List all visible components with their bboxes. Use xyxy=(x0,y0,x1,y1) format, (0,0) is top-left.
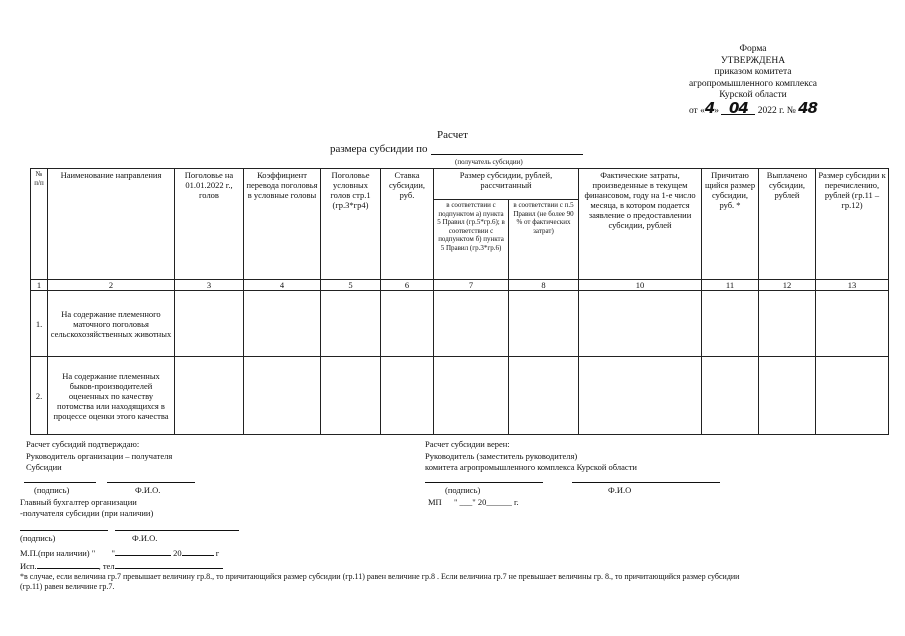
sign-caption: (подпись) xyxy=(445,485,481,495)
phone-label: , тел xyxy=(98,561,115,571)
region-label: Курской области xyxy=(719,90,787,100)
cell xyxy=(509,357,579,435)
row-number: 1. xyxy=(31,291,48,357)
cell xyxy=(702,357,759,435)
header-c7: в соответствии с подпунктом а) пункта 5 Правил (гр.5*гр.6); в соответствии с подпунктом б) пункта 5 Правил (гр.3*гр.6) xyxy=(434,200,509,280)
header-c1: № п/п xyxy=(31,169,48,280)
cell xyxy=(175,357,244,435)
colnum-2: 2 xyxy=(48,280,175,291)
date-mid: » xyxy=(714,105,720,116)
mp-right-label: МП xyxy=(428,497,442,507)
header-c2: Наименование направления xyxy=(48,169,175,280)
chief-accountant2: -получателя субсидии (при наличии) xyxy=(20,508,154,518)
date-day-blank xyxy=(115,547,171,556)
page-title: Расчет xyxy=(437,129,468,141)
cell xyxy=(175,291,244,357)
cell xyxy=(381,357,434,435)
cell xyxy=(759,291,816,357)
form-label: Форма xyxy=(739,44,767,54)
table-row xyxy=(31,291,889,357)
header-c10: Фактические затраты, произведенные в текущем финансовом, году на 1-е число месяца, в котором подается заявление о предоставлении субсидии, рублей xyxy=(579,169,702,280)
header-c8: в соответствии с п.5 Правил (не более 90 % от фактических затрат) xyxy=(509,200,579,280)
order-day: 4 xyxy=(704,98,715,117)
colnum-12: 12 xyxy=(759,280,816,291)
left-confirm: Расчет субсидий подтверждаю: xyxy=(26,439,140,449)
cell xyxy=(321,357,381,435)
cell xyxy=(244,291,321,357)
cell xyxy=(434,357,509,435)
fio-caption: Ф.И.О xyxy=(608,485,632,495)
colnum-11: 11 xyxy=(702,280,759,291)
footnote xyxy=(20,572,890,592)
subsidy-table xyxy=(30,168,889,435)
phone-blank xyxy=(115,560,223,569)
date-20: 20 xyxy=(173,548,182,558)
header-c7-8-group: Размер субсидии, рублей, рассчитанный xyxy=(434,169,579,200)
colnum-3: 3 xyxy=(175,280,244,291)
header-c5: Поголовье условных голов стр.1 (гр.3*гр4) xyxy=(321,169,381,280)
cell xyxy=(579,291,702,357)
date-year-blank xyxy=(182,547,214,556)
header-c4: Коэффициент перевода поголовья в условные головы xyxy=(244,169,321,280)
recipient-caption: (получатель субсидии) xyxy=(455,158,523,166)
header-c12: Выплачено субсидии, рублей xyxy=(759,169,816,280)
colnum-13: 13 xyxy=(816,280,889,291)
cell xyxy=(244,357,321,435)
order-year: 2022 г. № xyxy=(757,105,796,116)
signature-line xyxy=(425,482,543,483)
cell xyxy=(434,291,509,357)
approved-label: УТВЕРЖДЕНА xyxy=(720,55,786,66)
colnum-10: 10 xyxy=(579,280,702,291)
cell xyxy=(816,291,889,357)
mp-left xyxy=(20,547,219,559)
colnum-6: 6 xyxy=(381,280,434,291)
cell xyxy=(381,291,434,357)
row-number: 2. xyxy=(31,357,48,435)
date-quote: " xyxy=(111,548,115,558)
subtitle-line xyxy=(330,143,583,155)
executor-blank xyxy=(37,560,99,569)
recipient-blank xyxy=(431,145,583,155)
order-number: 48 xyxy=(798,98,818,117)
order-date-line xyxy=(653,98,853,118)
header-c11: Причитаю щийся размер субсидии, руб. * xyxy=(702,169,759,280)
fio-line xyxy=(107,482,195,483)
colnum-1: 1 xyxy=(31,280,48,291)
order-label: приказом комитета xyxy=(714,67,792,77)
chief-accountant: Главный бухгалтер организации xyxy=(20,497,137,507)
signature-line xyxy=(24,482,96,483)
cell xyxy=(509,291,579,357)
approval-header xyxy=(653,44,853,117)
cell xyxy=(702,291,759,357)
date-g: г xyxy=(215,548,220,558)
signature-line xyxy=(20,530,108,531)
right-head: Руководитель (заместитель руководителя) xyxy=(425,451,578,461)
fio-line xyxy=(572,482,720,483)
header-c3: Поголовье на 01.01.2022 г., голов xyxy=(175,169,244,280)
header-c13: Размер субсидии к перечислению, рублей (гр.11 – гр.12) xyxy=(816,169,889,280)
cell xyxy=(321,291,381,357)
cell xyxy=(816,357,889,435)
fio-caption: Ф.И.О. xyxy=(132,533,158,543)
sign-caption: (подпись) xyxy=(20,533,56,543)
mp-right xyxy=(428,497,519,508)
subtitle: размера субсидии по xyxy=(330,143,428,155)
row-name: На содержание племенного маточного поголовья сельскохозяйственных животных xyxy=(48,291,175,357)
row-name: На содержание племенных быков-производителей оцененных по качеству потомства или находящихся в процессе оценки этого качества xyxy=(48,357,175,435)
left-head: Руководитель организации – получателя xyxy=(26,451,173,461)
footnote-line2: (гр.11) равен величине гр.7. xyxy=(20,582,115,591)
cell xyxy=(759,357,816,435)
colnum-7: 7 xyxy=(434,280,509,291)
cell xyxy=(579,357,702,435)
executor-label: Исп. xyxy=(20,561,37,571)
mp-left-label: М.П.(при наличии) " xyxy=(20,548,96,558)
fio-line xyxy=(115,530,239,531)
sign-caption: (подпись) xyxy=(34,485,70,495)
date-prefix: от « xyxy=(688,105,705,116)
footnote-line1: *в случае, если величина гр.7 превышает величину гр.8., то причитающийся размер субсидии (гр.11) равен величине гр.8 . Если величина гр.7 не превышает величины гр. 8., то причитающийся размер субсидии xyxy=(20,572,740,581)
executor-line xyxy=(20,560,223,572)
mp-right-date: " ___" 20______ г. xyxy=(453,497,519,507)
colnum-5: 5 xyxy=(321,280,381,291)
fio-caption: Ф.И.О. xyxy=(135,485,161,495)
colnum-4: 4 xyxy=(244,280,321,291)
left-head2: Субсидии xyxy=(26,462,62,472)
order-month: 04 xyxy=(721,103,755,116)
right-correct: Расчет субсидии верен: xyxy=(425,439,510,449)
committee-label: агропромышленного комплекса xyxy=(688,78,818,89)
right-head2: комитета агропромышленного комплекса Курской области xyxy=(425,462,637,472)
table-row xyxy=(31,357,889,435)
header-c6: Ставка субсидии, руб. xyxy=(381,169,434,280)
colnum-8: 8 xyxy=(509,280,579,291)
